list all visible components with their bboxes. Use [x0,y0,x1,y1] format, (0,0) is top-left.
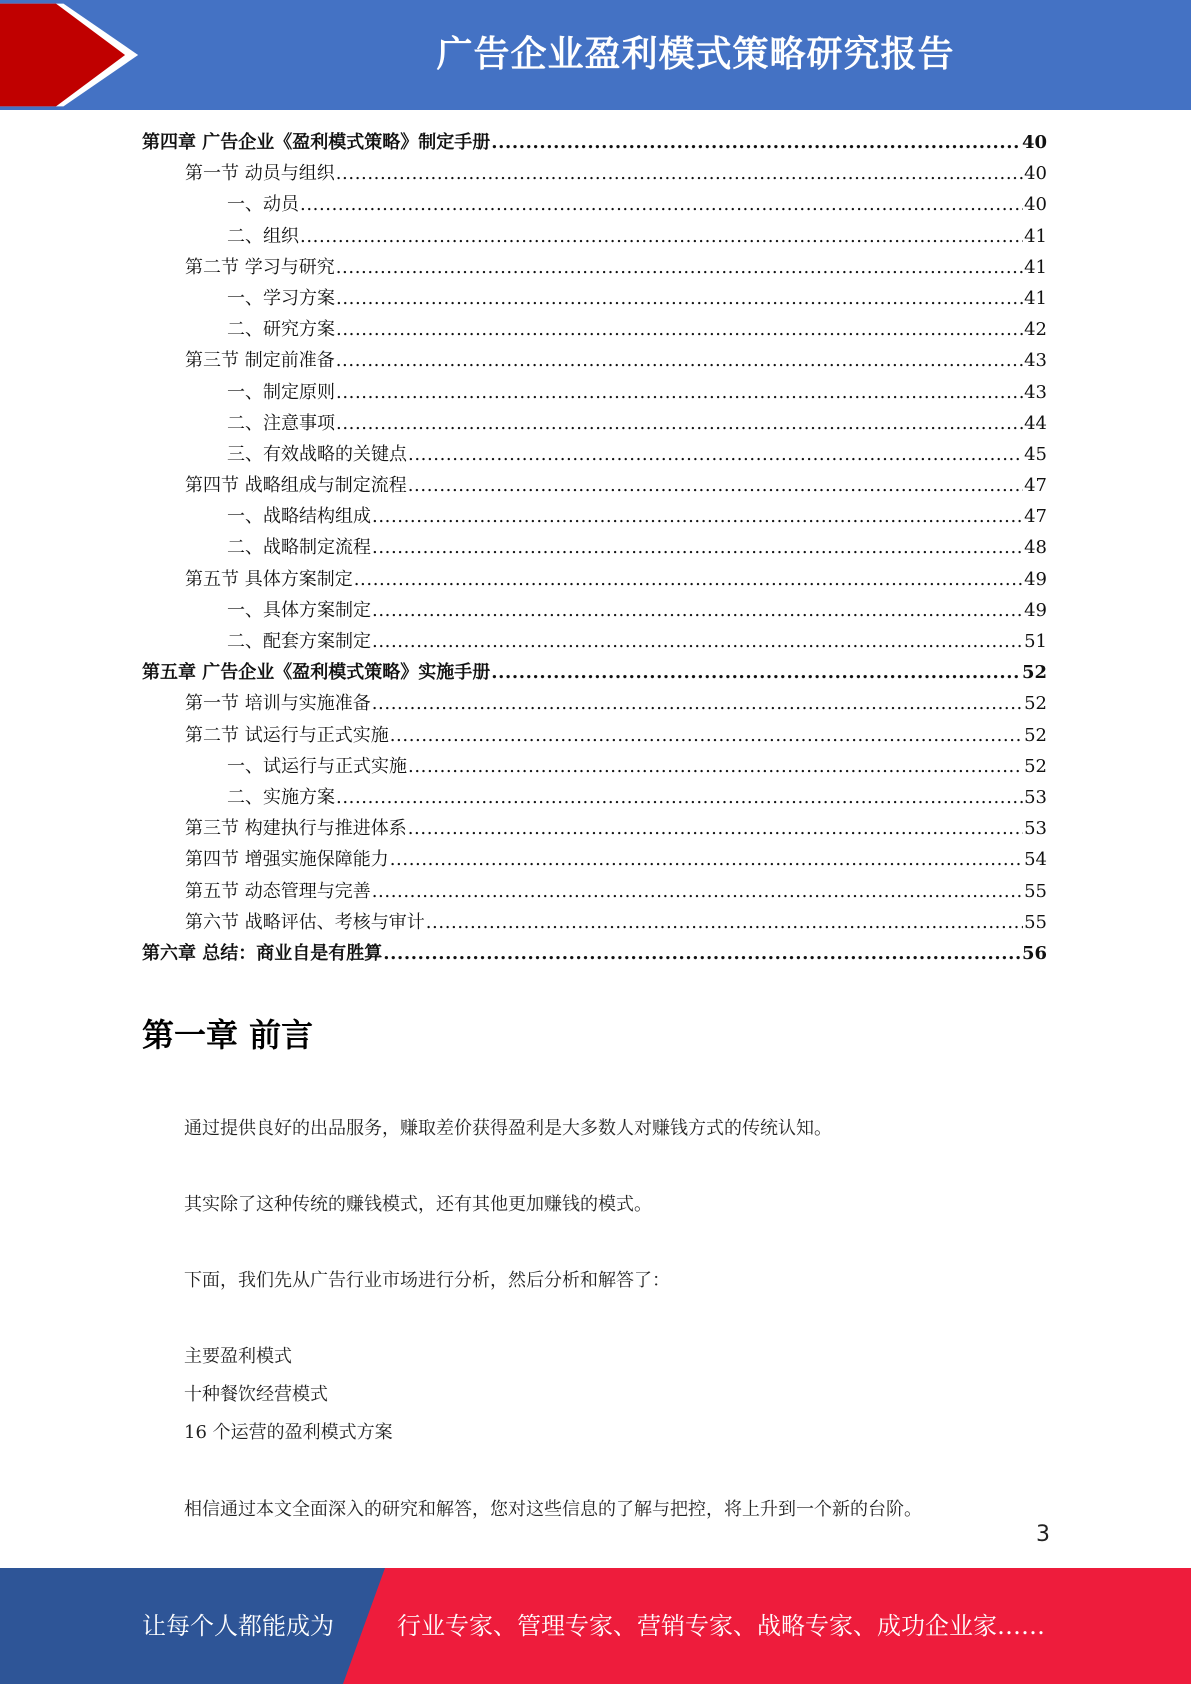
toc-leader-dots [300,226,1023,247]
toc-entry-title: 二、研究方案 [227,319,335,341]
toc-entry-page: 41 [1024,256,1047,278]
toc-entry[interactable] [142,627,1047,658]
toc-entry-title: 第三节 制定前准备 [185,350,335,372]
toc-entry-title: 第五节 动态管理与完善 [185,880,371,902]
toc-entry-page: 43 [1024,350,1047,372]
toc-entry-title: 一、学习方案 [227,287,335,309]
toc-leader-dots [408,475,1023,496]
toc-entry-page: 56 [1021,942,1047,964]
toc-entry-page: 52 [1021,662,1047,684]
toc-entry[interactable] [142,908,1047,939]
chapter-heading: 第一章 前言 [142,1016,314,1054]
toc-entry-title: 第二节 学习与研究 [185,256,335,278]
toc-entry[interactable] [142,565,1047,596]
toc-leader-dots [408,444,1023,465]
toc-leader-dots [336,319,1023,340]
footer-slogan-left: 让每个人都能成为 [142,1612,334,1640]
toc-entry-title: 二、战略制定流程 [227,537,371,559]
toc-entry-title: 第五章 广告企业《盈利模式策略》实施手册 [142,662,491,684]
toc-entry[interactable] [142,533,1047,564]
list-item: 十种餐饮经营模式 [184,1384,328,1405]
toc-entry-page: 45 [1024,443,1047,465]
toc-entry-title: 二、实施方案 [227,786,335,808]
toc-entry[interactable] [142,253,1047,284]
toc-entry[interactable] [142,814,1047,845]
toc-entry-page: 48 [1024,537,1047,559]
toc-entry[interactable] [142,658,1047,689]
toc-entry-title: 一、动员 [227,194,299,216]
toc-leader-dots [336,257,1023,278]
toc-entry-title: 第一节 培训与实施准备 [185,693,371,715]
paragraph: 下面，我们先从广告行业市场进行分析，然后分析和解答了： [184,1270,670,1291]
toc-entry-page: 40 [1024,163,1047,185]
toc-leader-dots [336,413,1023,434]
toc-leader-dots [383,943,1021,964]
toc-entry[interactable] [142,689,1047,720]
toc-entry-page: 44 [1024,412,1047,434]
toc-entry-title: 一、制定原则 [227,381,335,403]
toc-entry-title: 一、战略结构组成 [227,506,371,528]
toc-entry[interactable] [142,440,1047,471]
toc-entry-title: 第四章 广告企业《盈利模式策略》制定手册 [142,132,491,153]
toc-entry[interactable] [142,877,1047,908]
page-number: 3 [1036,1522,1050,1547]
toc-leader-dots [408,818,1023,839]
toc-entry-title: 第二节 试运行与正式实施 [185,724,389,746]
toc-leader-dots [336,288,1023,309]
page-header [0,0,1191,110]
toc-entry[interactable] [142,284,1047,315]
toc-leader-dots [372,506,1023,527]
toc-leader-dots [372,693,1023,714]
toc-leader-dots [390,849,1023,870]
toc-leader-dots [372,631,1023,652]
table-of-contents [142,128,1047,970]
toc-entry[interactable] [142,346,1047,377]
toc-entry-page: 55 [1024,911,1047,933]
toc-entry-title: 第一节 动员与组织 [185,163,335,185]
toc-entry-page: 47 [1024,506,1047,528]
toc-leader-dots [300,194,1023,215]
header-arrow-decoration [0,0,140,110]
toc-entry-page: 47 [1024,475,1047,497]
toc-entry[interactable] [142,783,1047,814]
toc-leader-dots [390,725,1023,746]
list-item: 主要盈利模式 [184,1346,292,1367]
paragraph: 通过提供良好的出品服务，赚取差价获得盈利是大多数人对赚钱方式的传统认知。 [184,1118,832,1139]
toc-entry-title: 二、组织 [227,225,299,247]
toc-entry[interactable] [142,939,1047,970]
toc-entry-page: 42 [1024,319,1047,341]
toc-leader-dots [372,881,1023,902]
toc-leader-dots [336,350,1023,371]
toc-leader-dots [491,662,1021,683]
toc-entry[interactable] [142,845,1047,876]
toc-entry-page: 53 [1024,786,1047,808]
toc-leader-dots [336,382,1023,403]
list-item: 16 个运营的盈利模式方案 [184,1422,393,1443]
toc-leader-dots [491,132,1021,153]
footer-slogan-right: 行业专家、管理专家、营销专家、战略专家、成功企业家…… [397,1612,1045,1640]
toc-entry-title: 第六章 总结：商业自是有胜算 [142,942,383,964]
toc-entry-title: 二、注意事项 [227,412,335,434]
toc-leader-dots [336,163,1023,184]
toc-entry-page: 52 [1024,724,1047,746]
toc-entry-title: 第三节 构建执行与推进体系 [185,818,407,840]
toc-leader-dots [408,756,1023,777]
toc-leader-dots [354,569,1023,590]
toc-entry-title: 第四节 战略组成与制定流程 [185,475,407,497]
paragraph: 其实除了这种传统的赚钱模式，还有其他更加赚钱的模式。 [184,1194,652,1215]
toc-entry-page: 52 [1024,693,1047,715]
toc-entry-title: 第五节 具体方案制定 [185,568,353,590]
toc-entry[interactable] [142,378,1047,409]
toc-entry-page: 40 [1021,132,1047,153]
toc-entry[interactable] [142,222,1047,253]
toc-entry-page: 54 [1024,849,1047,871]
toc-entry[interactable] [142,502,1047,533]
toc-entry-page: 51 [1024,631,1047,652]
toc-entry-page: 49 [1024,568,1047,590]
toc-entry[interactable] [142,315,1047,346]
toc-entry[interactable] [142,721,1047,752]
toc-entry-title: 一、试运行与正式实施 [227,755,407,777]
toc-entry-title: 第六节 战略评估、考核与审计 [185,911,425,933]
toc-leader-dots [372,537,1023,558]
toc-entry-title: 二、配套方案制定 [227,631,371,652]
toc-entry[interactable] [142,409,1047,440]
toc-entry-page: 53 [1024,818,1047,840]
report-title: 广告企业盈利模式策略研究报告 [436,34,955,75]
toc-entry-page: 55 [1024,880,1047,902]
toc-entry-page: 41 [1024,287,1047,309]
toc-entry[interactable] [142,596,1047,627]
toc-entry-page: 43 [1024,381,1047,403]
toc-entry-title: 三、有效战略的关键点 [227,443,407,465]
toc-entry-title: 一、具体方案制定 [227,599,371,621]
toc-leader-dots [372,600,1023,621]
toc-entry-page: 52 [1024,755,1047,777]
page-footer [0,1568,1191,1684]
toc-entry[interactable] [142,471,1047,502]
toc-entry-page: 40 [1024,194,1047,216]
toc-entry[interactable] [142,159,1047,190]
toc-leader-dots [426,912,1023,933]
toc-entry-page: 41 [1024,225,1047,247]
toc-entry-page: 49 [1024,599,1047,621]
paragraph: 相信通过本文全面深入的研究和解答，您对这些信息的了解与把控，将上升到一个新的台阶。 [184,1499,922,1520]
toc-entry[interactable] [142,190,1047,221]
toc-leader-dots [336,787,1023,808]
toc-entry[interactable] [142,752,1047,783]
toc-entry-title: 第四节 增强实施保障能力 [185,849,389,871]
toc-entry[interactable] [142,128,1047,159]
